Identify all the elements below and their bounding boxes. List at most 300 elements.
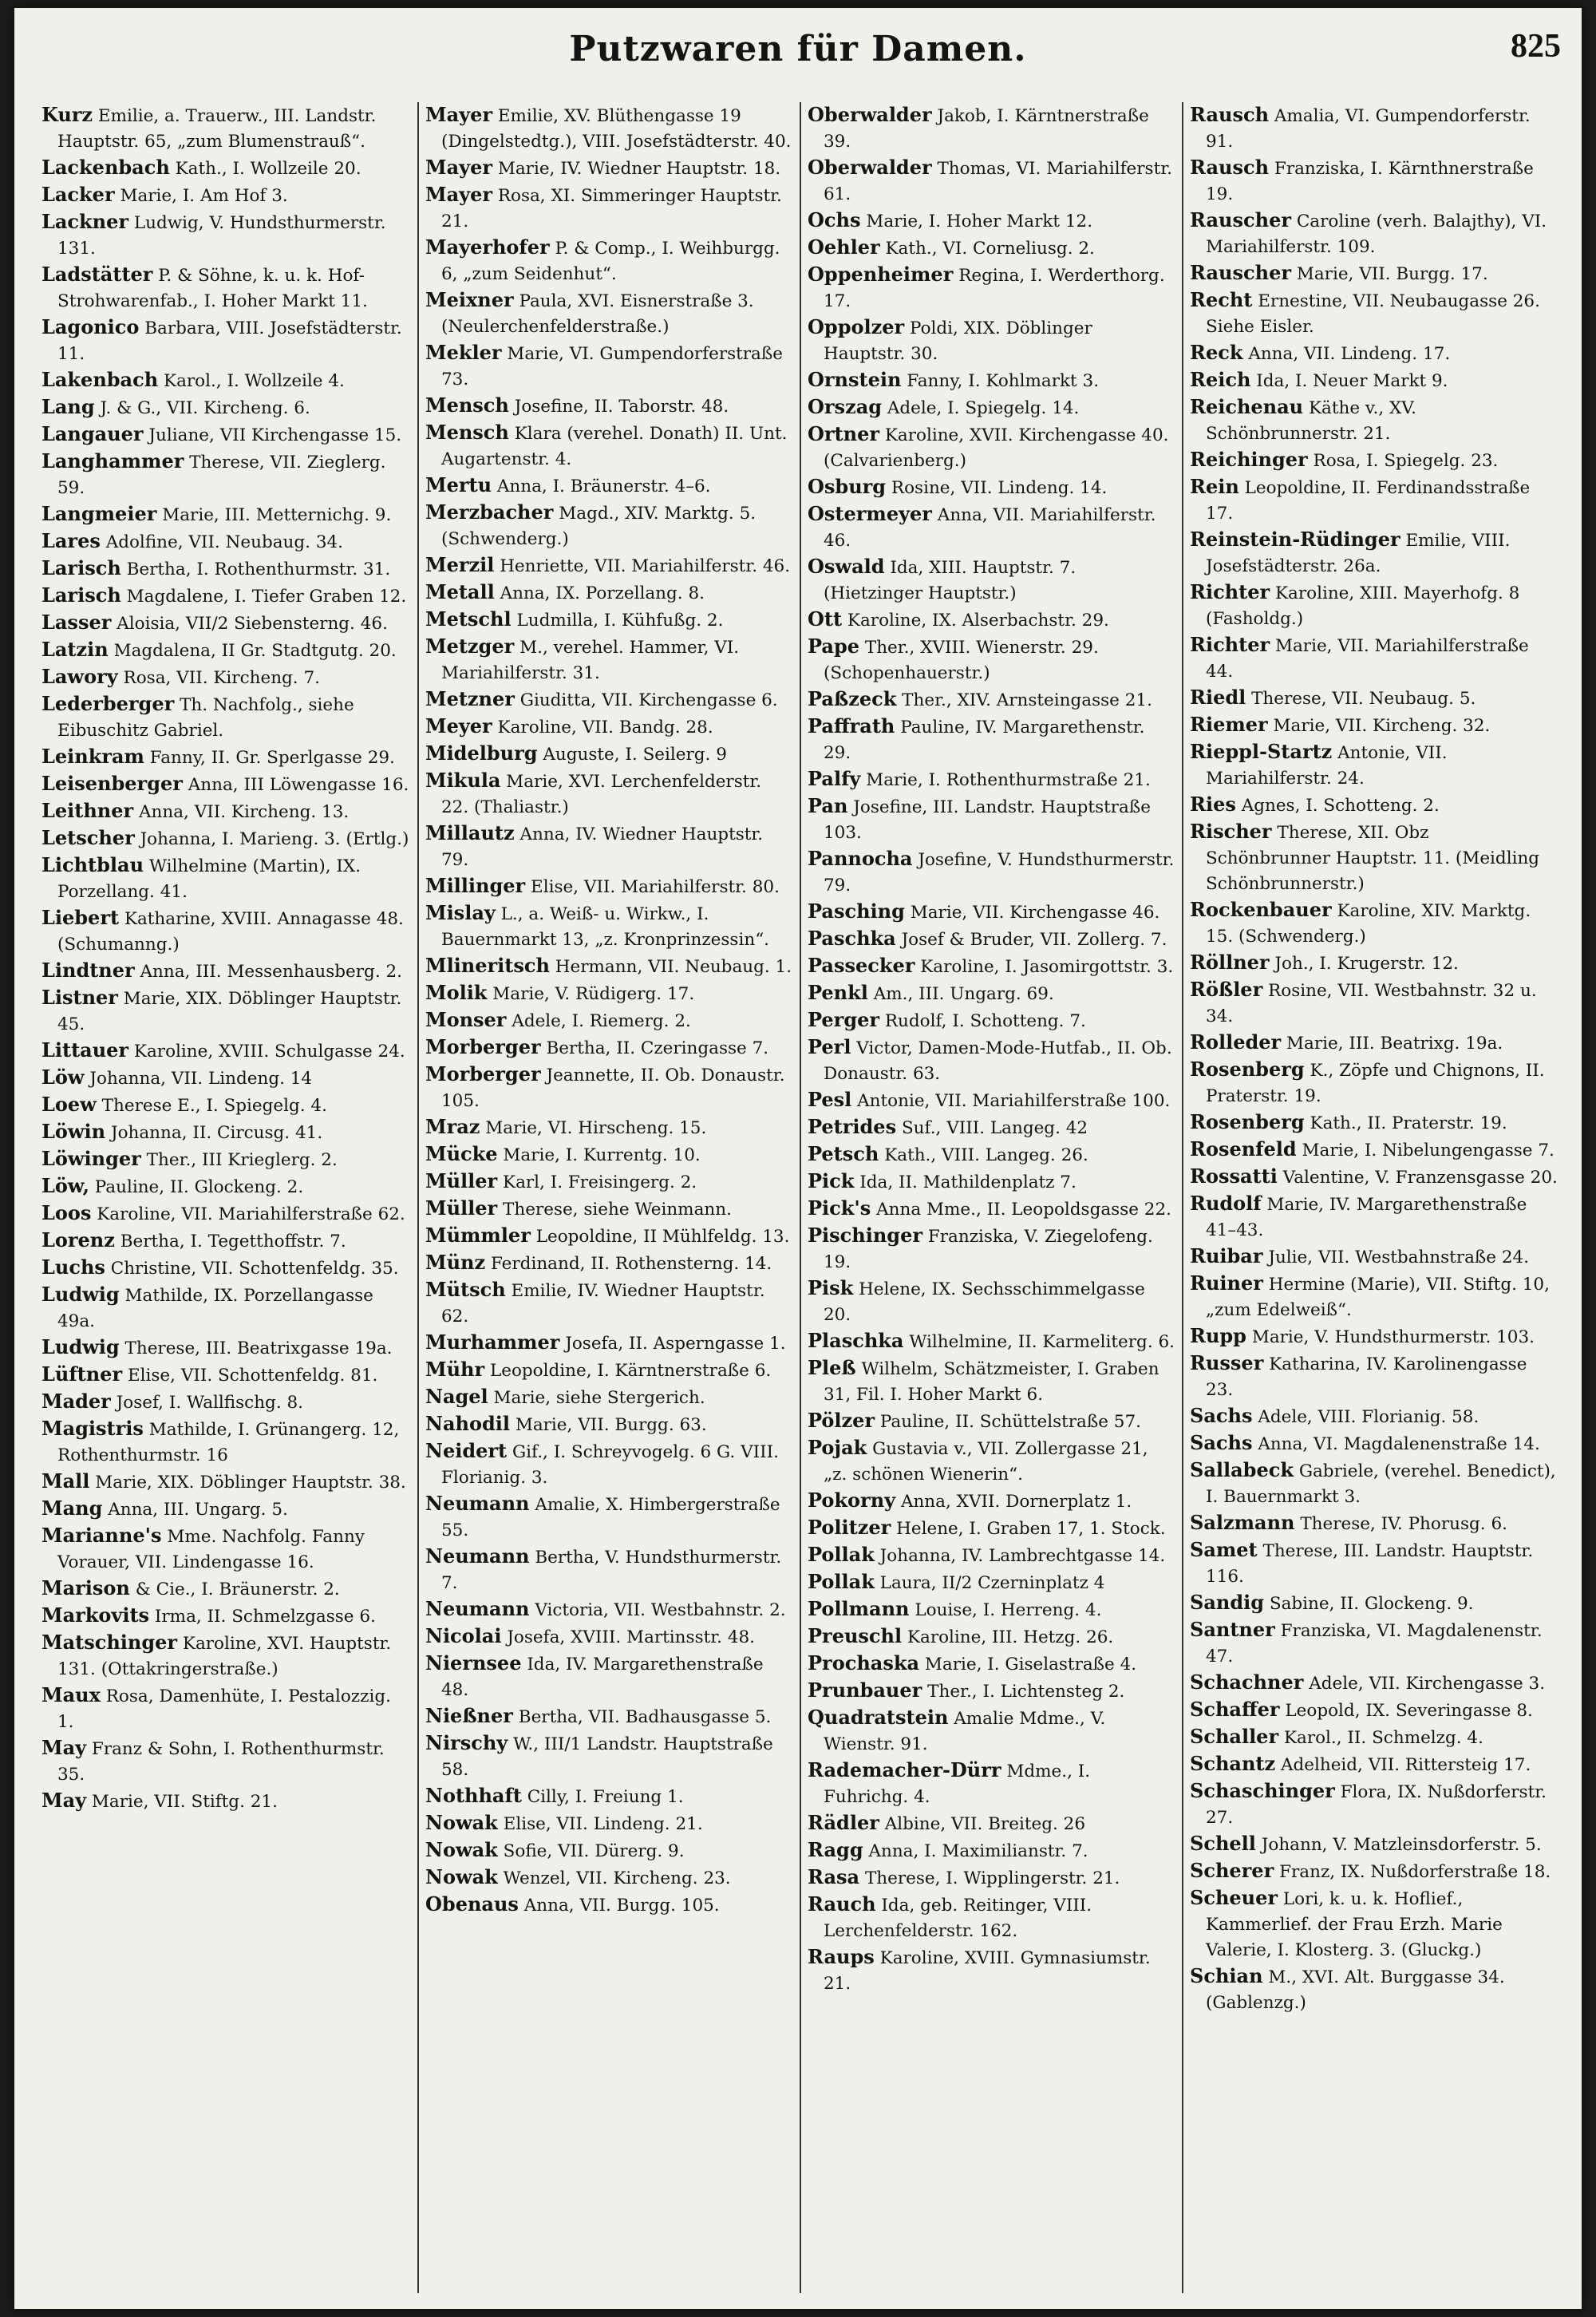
directory-page [14, 8, 1582, 2309]
directory-entry [425, 1651, 793, 1703]
entry-details: Gustavia v., VII. Zollergasse 21, „z. schönen Wienerin“. [824, 1439, 1148, 1485]
directory-entry [808, 926, 1175, 953]
entry-name: Loew [41, 1093, 97, 1116]
directory-entry [1190, 527, 1558, 579]
entry-name: Metzner [425, 687, 515, 710]
entry-name: Rasa [808, 1865, 860, 1888]
directory-entry [41, 394, 411, 421]
entry-details: Suf., VIII. Langeg. 42 [901, 1118, 1088, 1138]
entry-details: Adele, I. Spiegelg. 14. [887, 398, 1080, 418]
entry-name: Nahodil [425, 1412, 510, 1435]
directory-entry [1190, 977, 1558, 1030]
entry-name: Schaffer [1190, 1698, 1280, 1721]
directory-entry [808, 1223, 1175, 1275]
entry-details: Bertha, I. Rothenthurmstr. 31. [126, 559, 391, 579]
directory-entry [808, 686, 1175, 714]
entry-name: Rößler [1190, 978, 1263, 1001]
entry-name: Pape [808, 635, 860, 658]
directory-entry [808, 1196, 1175, 1223]
entry-details: Marie, XIX. Döblinger Hauptstr. 38. [95, 1473, 406, 1493]
entry-name: Passecker [808, 954, 915, 977]
entry-name: Marianne's [41, 1524, 162, 1547]
entry-name: Langauer [41, 422, 144, 445]
entry-name: Ott [808, 607, 843, 631]
directory-entry [41, 1334, 411, 1362]
entry-details: Agnes, I. Schotteng. 2. [1241, 796, 1440, 816]
entry-name: Mlineritsch [425, 954, 550, 977]
directory-entry [1190, 1963, 1558, 2016]
entry-name: Maux [41, 1683, 101, 1706]
entry-name: Lares [41, 529, 101, 552]
entry-name: Schaller [1190, 1725, 1279, 1748]
directory-entry [41, 852, 411, 905]
entry-details: Jakob, I. Kärntnerstraße 39. [824, 106, 1149, 152]
entry-name: Ortner [808, 422, 879, 445]
entry-details: Fanny, II. Gr. Sperlgasse 29. [149, 748, 395, 768]
entry-name: Lorenz [41, 1228, 115, 1251]
directory-entry [41, 1038, 411, 1065]
directory-entry [41, 314, 411, 367]
entry-details: Joh., I. Krugerstr. 12. [1274, 954, 1459, 974]
entry-details: Fanny, I. Kohlmarkt 3. [907, 371, 1100, 391]
directory-entry [425, 1330, 793, 1357]
entry-name: Loos [41, 1201, 92, 1224]
directory-entry [808, 1810, 1175, 1837]
page-title: Putzwaren für Damen. [569, 29, 1027, 69]
entry-details: Marie, III. Metternichg. 9. [162, 505, 392, 525]
entry-name: Paschka [808, 927, 896, 950]
entry-details: Karoline, VII. Bandg. 28. [497, 718, 713, 737]
entry-details: Therese, siehe Weinmann. [503, 1200, 732, 1220]
directory-entry [1190, 447, 1558, 474]
entry-details: Ida, II. Mathildenplatz 7. [859, 1172, 1077, 1192]
entry-name: Merzbacher [425, 500, 554, 524]
entry-details: Gif., I. Schreyvogelg. 6 G. VIII. Florianig. 3. [441, 1442, 779, 1488]
directory-entry [425, 686, 793, 714]
entry-details: Franziska, I. Kärnthnerstraße 19. [1206, 159, 1534, 204]
directory-entry [425, 102, 793, 155]
directory-entry [425, 1703, 793, 1730]
entry-details: Marie, I. Giselastraße 4. [924, 1655, 1137, 1674]
entry-name: Mümmler [425, 1224, 531, 1247]
directory-entry [808, 1114, 1175, 1141]
directory-entry [41, 1496, 411, 1523]
directory-entry [41, 1788, 411, 1815]
entry-name: Rein [1190, 475, 1239, 498]
directory-entry [425, 1357, 793, 1384]
entry-name: Mayer [425, 103, 492, 126]
directory-entry [41, 155, 411, 182]
directory-entry [425, 1438, 793, 1491]
entry-details: Rosine, VII. Westbahnstr. 32 u. 34. [1206, 981, 1537, 1026]
entry-details: Ther., XIV. Arnsteingasse 21. [902, 690, 1152, 710]
directory-entry [1190, 1137, 1558, 1164]
directory-entry [425, 182, 793, 235]
directory-entry [425, 287, 793, 340]
directory-entry [808, 899, 1175, 926]
entry-details: J. & G., VII. Kircheng. 6. [100, 398, 310, 418]
directory-entry [425, 607, 793, 634]
directory-entry [41, 501, 411, 528]
directory-entry [808, 634, 1175, 686]
entry-name: Lang [41, 395, 95, 418]
entry-details: Gabriele, (verehel. Benedict), I. Bauernmarkt 3. [1206, 1461, 1556, 1507]
directory-entry [1190, 102, 1558, 155]
entry-name: Mensch [425, 421, 509, 444]
directory-entry [425, 340, 793, 393]
directory-entry [41, 421, 411, 449]
directory-entry [808, 314, 1175, 367]
entry-name: Lüftner [41, 1362, 123, 1386]
entry-details: Johanna, II. Circusg. 41. [110, 1123, 323, 1143]
directory-entry [425, 1223, 793, 1250]
entry-name: Mayerhofer [425, 235, 550, 259]
entry-details: Rosa, Damenhüte, I. Pestalozzig. 1. [57, 1686, 391, 1732]
entry-details: L., a. Weiß- u. Wirkw., I. Bauernmarkt 13, „z. Kronprinzessin“. [441, 904, 770, 950]
entry-name: Recht [1190, 288, 1253, 311]
entry-details: Regina, I. Werderthorg. 17. [824, 266, 1165, 311]
directory-entry [1190, 1751, 1558, 1778]
entry-details: Leopold, IX. Severingasse 8. [1285, 1701, 1533, 1721]
page-number: 825 [1511, 28, 1561, 65]
entry-name: Pasching [808, 900, 905, 923]
directory-entry [808, 1355, 1175, 1408]
directory-entry [425, 420, 793, 472]
directory-entry [425, 714, 793, 741]
entry-details: Giuditta, VII. Kirchengasse 6. [519, 690, 778, 710]
entry-details: Mathilde, IX. Porzellangasse 49a. [57, 1286, 373, 1331]
directory-entry [41, 528, 411, 556]
entry-details: Anna, IX. Porzellang. 8. [500, 583, 705, 603]
entry-name: Pick [808, 1169, 855, 1192]
directory-entry [1190, 897, 1558, 950]
directory-entry [1190, 1697, 1558, 1724]
directory-entry [425, 500, 793, 552]
entry-name: Müller [425, 1169, 498, 1192]
entry-details: Sofie, VII. Dürerg. 9. [503, 1841, 685, 1861]
directory-entry [41, 1173, 411, 1200]
entry-details: Rosine, VII. Lindeng. 14. [891, 478, 1108, 498]
entry-details: Irma, II. Schmelzgasse 6. [154, 1607, 376, 1627]
directory-entry [425, 980, 793, 1007]
entry-details: Anna, VII. Kircheng. 13. [139, 802, 350, 822]
entry-details: Karoline, XVIII. Gymnasiumstr. 21. [824, 1948, 1151, 1994]
entry-details: Hermine (Marie), VII. Stiftg. 10, „zum Edelweiß“. [1206, 1275, 1550, 1320]
entry-details: Marie, VII. Kircheng. 32. [1273, 716, 1491, 736]
entry-name: Neumann [425, 1492, 530, 1515]
entry-name: Nirschy [425, 1731, 508, 1754]
entry-details: Karoline, IX. Alserbachstr. 29. [847, 611, 1109, 631]
directory-entry [41, 744, 411, 771]
entry-name: Mütsch [425, 1278, 506, 1301]
directory-entry [425, 579, 793, 607]
directory-entry [41, 1362, 411, 1389]
entry-details: Marie, VII. Burgg. 17. [1296, 264, 1488, 284]
directory-entry [425, 235, 793, 287]
entry-details: Karol., II. Schmelzg. 4. [1283, 1728, 1483, 1748]
entry-details: Emilie, IV. Wiedner Hauptstr. 62. [441, 1281, 765, 1327]
directory-entry [425, 1623, 793, 1651]
listing-columns [35, 102, 1564, 2293]
entry-name: Schell [1190, 1832, 1256, 1855]
entry-name: Lagonico [41, 315, 140, 338]
directory-entry [425, 1864, 793, 1892]
entry-details: Marie, VII. Kirchengasse 46. [910, 903, 1160, 923]
entry-details: Aloisia, VII/2 Siebensterng. 46. [117, 614, 388, 634]
entry-name: May [41, 1736, 87, 1759]
directory-entry [808, 766, 1175, 793]
entry-name: Quadratstein [808, 1706, 949, 1729]
directory-entry [808, 394, 1175, 421]
column-2 [417, 102, 800, 2293]
entry-name: Ragg [808, 1838, 863, 1861]
entry-details: Franziska, VI. Magdalenenstr. 47. [1206, 1621, 1543, 1667]
entry-details: Cilly, I. Freiung 1. [527, 1787, 684, 1807]
directory-entry [425, 1596, 793, 1623]
directory-entry [808, 262, 1175, 314]
entry-details: Antonie, VII. Mariahilferstraße 100. [857, 1091, 1171, 1111]
entry-details: Magdalene, I. Tiefer Graben 12. [126, 587, 407, 607]
entry-details: Anna Mme., II. Leopoldsgasse 22. [876, 1200, 1171, 1220]
directory-entry [808, 1328, 1175, 1355]
entry-details: Anna, XVII. Dornerplatz 1. [900, 1492, 1132, 1512]
entry-details: Johanna, I. Marieng. 3. (Ertlg.) [140, 829, 409, 849]
directory-entry [41, 825, 411, 852]
entry-details: Karoline, XVIII. Schulgasse 24. [133, 1042, 405, 1062]
entry-details: Mme. Nachfolg. Fanny Vorauer, VII. Lindengasse 16. [57, 1527, 365, 1572]
entry-details: Franziska, V. Ziegelofeng. 19. [824, 1227, 1153, 1272]
entry-details: Karoline, XVI. Hauptstr. 131. (Ottakringerstraße.) [57, 1634, 392, 1679]
directory-entry [425, 1141, 793, 1168]
directory-entry [41, 583, 411, 610]
entry-details: Anna, III Löwengasse 16. [188, 775, 409, 795]
entry-details: Johanna, VII. Lindeng. 14 [89, 1069, 313, 1089]
entry-name: Prochaska [808, 1651, 920, 1674]
directory-entry [425, 634, 793, 686]
entry-details: Amalia, VI. Gumpendorferstr. 91. [1206, 106, 1531, 152]
directory-entry [425, 1196, 793, 1223]
entry-details: Juliane, VII Kirchengasse 15. [148, 425, 402, 445]
directory-entry [425, 953, 793, 980]
directory-entry [1190, 1885, 1558, 1963]
entry-name: Neidert [425, 1439, 508, 1462]
entry-name: Pleß [808, 1356, 856, 1379]
entry-name: May [41, 1789, 87, 1812]
entry-name: Reck [1190, 341, 1243, 364]
directory-entry [425, 820, 793, 873]
entry-name: Samet [1190, 1538, 1258, 1561]
entry-name: Mayer [425, 183, 492, 206]
entry-name: Mertu [425, 473, 492, 496]
entry-details: Marie, XIX. Döblinger Hauptstr. 45. [57, 989, 402, 1034]
entry-details: Marie, I. Nibelungengasse 7. [1302, 1141, 1555, 1160]
entry-details: Pauline, IV. Margarethenstr. 29. [824, 718, 1145, 763]
entry-name: Paßzeck [808, 687, 897, 710]
entry-details: Bertha, I. Tegetthoffstr. 7. [120, 1232, 346, 1251]
directory-entry [808, 953, 1175, 980]
entry-details: Julie, VII. Westbahnstraße 24. [1268, 1247, 1530, 1267]
directory-entry [425, 1250, 793, 1277]
entry-name: Obenaus [425, 1892, 519, 1916]
directory-entry [808, 980, 1175, 1007]
directory-entry [41, 1630, 411, 1682]
entry-details: Johann, V. Matzleinsdorferstr. 5. [1261, 1835, 1542, 1855]
entry-details: Th. Nachfolg., siehe Eibuschitz Gabriel. [57, 695, 354, 741]
directory-entry [1190, 1590, 1558, 1617]
directory-entry [41, 1603, 411, 1630]
entry-name: Ladstätter [41, 263, 153, 286]
entry-details: Ther., I. Lichtensteg 2. [927, 1682, 1125, 1702]
entry-details: W., III/1 Landstr. Hauptstraße 58. [441, 1734, 773, 1780]
entry-name: Schaschinger [1190, 1779, 1335, 1802]
directory-entry [808, 1141, 1175, 1168]
directory-entry [808, 793, 1175, 846]
entry-name: Oehler [808, 235, 880, 259]
entry-details: Wilhelmine, II. Karmeliterg. 6. [909, 1332, 1175, 1352]
entry-name: Rademacher-Dürr [808, 1758, 1001, 1781]
entry-details: Anna, I. Bräunerstr. 4–6. [496, 476, 711, 496]
directory-entry [425, 393, 793, 420]
directory-entry [808, 1275, 1175, 1328]
directory-entry [1190, 632, 1558, 685]
entry-name: Oberwalder [808, 156, 932, 179]
directory-entry [1190, 367, 1558, 394]
entry-name: Metschl [425, 607, 512, 631]
entry-details: M., XVI. Alt. Burggasse 34. (Gablenzg.) [1206, 1967, 1505, 2013]
directory-entry [425, 768, 793, 820]
entry-name: Lakenbach [41, 368, 159, 391]
directory-entry [808, 1488, 1175, 1515]
entry-details: Kath., I. Wollzeile 20. [175, 159, 361, 179]
directory-entry [425, 155, 793, 182]
entry-details: Wilhelm, Schätzmeister, I. Graben 31, Fil. I. Hoher Markt 6. [824, 1359, 1159, 1405]
entry-name: Mall [41, 1469, 90, 1493]
entry-details: P. & Söhne, k. u. k. Hof-Strohwarenfab., I. Hoher Markt 11. [57, 266, 368, 311]
directory-entry [41, 449, 411, 501]
entry-name: Paffrath [808, 714, 895, 737]
entry-details: Kath., II. Praterstr. 19. [1310, 1113, 1507, 1133]
directory-entry [808, 1034, 1175, 1087]
directory-entry [808, 208, 1175, 235]
entry-name: Mekler [425, 341, 502, 364]
entry-details: Anna, III. Ungarg. 5. [108, 1500, 288, 1520]
entry-details: Therese E., I. Spiegelg. 4. [101, 1096, 327, 1116]
entry-name: Salzmann [1190, 1511, 1295, 1534]
entry-name: Langhammer [41, 449, 184, 472]
directory-entry [808, 1892, 1175, 1944]
entry-details: Marie, III. Beatrixg. 19a. [1286, 1034, 1503, 1054]
entry-name: Millautz [425, 821, 515, 844]
entry-name: Pan [808, 794, 848, 817]
directory-entry [41, 1092, 411, 1119]
entry-name: Rausch [1190, 103, 1270, 126]
directory-entry [41, 905, 411, 958]
entry-name: Pollmann [808, 1597, 910, 1620]
directory-entry [425, 1783, 793, 1810]
entry-name: Ries [1190, 793, 1236, 816]
entry-name: Matschinger [41, 1631, 178, 1654]
entry-details: Leopoldine, II Mühlfeldg. 13. [535, 1227, 790, 1247]
entry-name: Reinstein-Rüdinger [1190, 528, 1400, 551]
directory-entry [808, 367, 1175, 394]
entry-details: Emilie, XV. Blüthengasse 19 (Dingelstedtg.), VIII. Josefstädterstr. 40. [441, 106, 792, 152]
entry-details: Ernestine, VII. Neubaugasse 26. Siehe Eisler. [1206, 291, 1540, 337]
entry-details: Marie, I. Kurrentg. 10. [503, 1145, 701, 1165]
directory-entry [41, 1200, 411, 1228]
entry-details: Ther., XVIII. Wienerstr. 29. (Schopenhauerstr.) [824, 638, 1099, 683]
directory-entry [808, 1837, 1175, 1864]
entry-name: Santner [1190, 1618, 1275, 1641]
entry-name: Leinkram [41, 745, 144, 768]
entry-name: Rosenberg [1190, 1110, 1305, 1133]
entry-details: Adolfine, VII. Neubaug. 34. [105, 532, 344, 552]
entry-details: Kath., VI. Corneliusg. 2. [885, 239, 1095, 259]
entry-details: Marie, siehe Stergerich. [493, 1388, 705, 1408]
directory-entry [41, 771, 411, 798]
directory-entry [1190, 260, 1558, 287]
entry-details: M., verehel. Hammer, VI. Mariahilferstr. 31. [441, 638, 740, 683]
entry-name: Mader [41, 1390, 111, 1413]
directory-entry [1190, 1670, 1558, 1697]
directory-entry [41, 637, 411, 664]
entry-name: Münz [425, 1251, 486, 1274]
entry-name: Schachner [1190, 1671, 1304, 1694]
entry-name: Murhammer [425, 1330, 560, 1354]
directory-entry [808, 501, 1175, 554]
directory-entry [808, 1705, 1175, 1758]
entry-name: Sallabeck [1190, 1458, 1294, 1481]
entry-details: Valentine, V. Franzensgasse 20. [1282, 1168, 1558, 1188]
entry-details: Flora, IX. Nußdorferstr. 27. [1206, 1782, 1547, 1828]
entry-details: Karoline, VII. Mariahilferstraße 62. [97, 1204, 405, 1224]
entry-name: Larisch [41, 583, 121, 607]
entry-name: Rosenberg [1190, 1058, 1305, 1081]
column-4 [1182, 102, 1564, 2293]
directory-entry [808, 235, 1175, 262]
entry-name: Morberger [425, 1062, 541, 1085]
directory-entry [41, 985, 411, 1038]
directory-entry [808, 421, 1175, 474]
directory-entry [1190, 1831, 1558, 1858]
directory-entry [41, 1255, 411, 1282]
entry-name: Niernsee [425, 1651, 522, 1674]
entry-name: Rauch [808, 1892, 876, 1916]
entry-name: Neumann [425, 1597, 530, 1620]
entry-name: Rädler [808, 1811, 879, 1834]
entry-details: Lori, k. u. k. Hoflief., Kammerlief. der Frau Erzh. Marie Valerie, I. Klosterg. 3. (Gluckg.) [1206, 1889, 1503, 1960]
directory-entry [425, 1491, 793, 1544]
entry-name: Schantz [1190, 1752, 1276, 1775]
entry-details: Marie, IV. Wiedner Hauptstr. 18. [497, 159, 781, 179]
entry-details: Ida, I. Neuer Markt 9. [1256, 371, 1448, 391]
entry-name: Sachs [1190, 1431, 1253, 1454]
entry-name: Langmeier [41, 502, 157, 525]
entry-details: Karoline, XIII. Mayerhofg. 8 (Fasholdg.) [1206, 583, 1520, 629]
entry-details: Marie, V. Rüdigerg. 17. [492, 984, 695, 1004]
directory-entry [41, 1469, 411, 1496]
entry-details: Laura, II/2 Czerninplatz 4 [879, 1573, 1105, 1593]
directory-entry [41, 798, 411, 825]
entry-name: Ochs [808, 208, 861, 231]
entry-details: Helene, I. Graben 17, 1. Stock. [896, 1519, 1166, 1539]
entry-details: Pauline, II. Glockeng. 2. [94, 1177, 304, 1197]
directory-entry [1190, 1724, 1558, 1751]
directory-entry [425, 1168, 793, 1196]
directory-entry [425, 1277, 793, 1330]
entry-details: Klara (verehel. Donath) II. Unt. Augartenstr. 4. [441, 424, 788, 469]
entry-name: Mikula [425, 769, 501, 792]
entry-details: Rosa, XI. Simmeringer Hauptstr. 21. [441, 186, 782, 231]
